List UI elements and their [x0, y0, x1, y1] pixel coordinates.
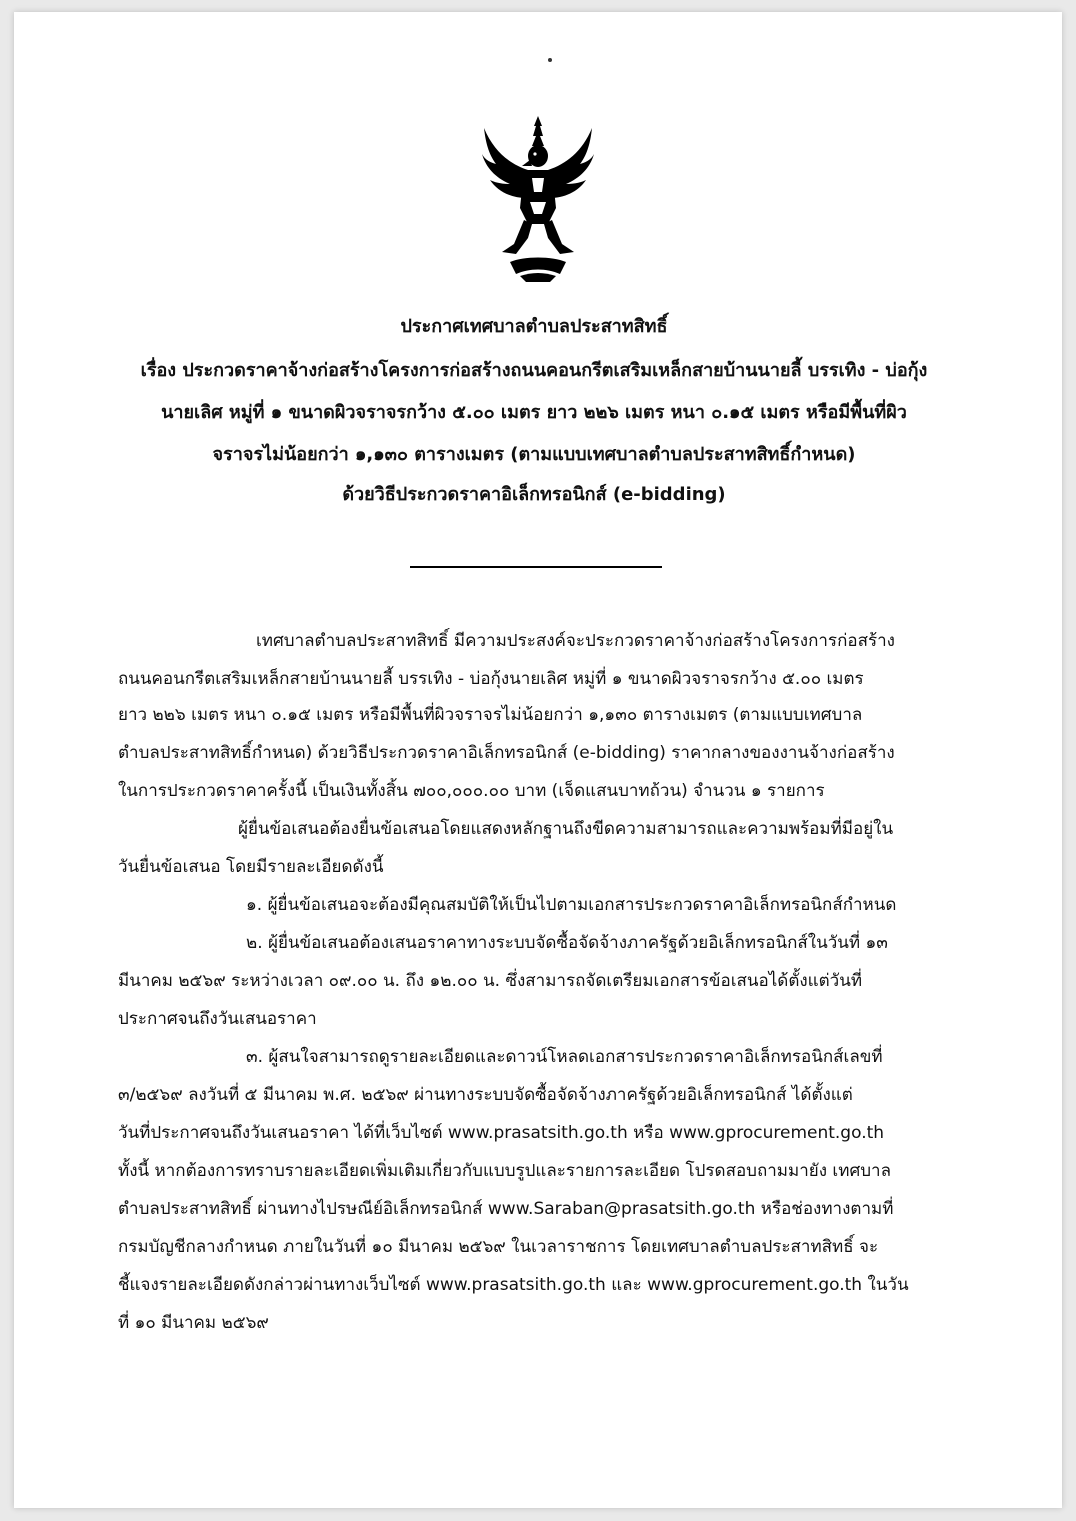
heading-title: ประกาศเทศบาลตำบลประสาทสิทธิ์ — [400, 316, 668, 337]
body-line: ที่ ๑๐ มีนาคม ๒๕๖๙ — [118, 1313, 269, 1333]
list-item-2: ๒. ผู้ยื่นข้อเสนอต้องเสนอราคาทางระบบจัดซื้อจัดจ้างภาครัฐด้วยอิเล็กทรอนิกส์ในวันที่ ๑๓ — [246, 933, 888, 953]
heading-subject-line-4: ด้วยวิธีประกวดราคาอิเล็กทรอนิกส์ (e-bidding) — [342, 484, 726, 505]
body-line: ยาว ๒๒๖ เมตร หนา ๐.๑๕ เมตร หรือมีพื้นที่ผิวจราจรไม่น้อยกว่า ๑,๑๓๐ ตารางเมตร (ตามแบบเทศบาล — [118, 705, 863, 725]
body-line: ตำบลประสาทสิทธิ์ ผ่านทางไปรษณีย์อิเล็กทรอนิกส์ www.Saraban@prasatsith.go.th หรือช่องทางตามที่ — [118, 1199, 894, 1219]
body-line: มีนาคม ๒๕๖๙ ระหว่างเวลา ๐๙.๐๐ น. ถึง ๑๒.๐๐ น. ซึ่งสามารถจัดเตรียมเอกสารข้อเสนอได้ตั้งแต่วันที่ — [118, 971, 863, 991]
page-mark — [548, 58, 552, 62]
body-line: ในการประกวดราคาครั้งนี้ เป็นเงินทั้งสิ้น ๗๐๐,๐๐๐.๐๐ บาท (เจ็ดแสนบาทถ้วน) จำนวน ๑ รายการ — [118, 781, 825, 801]
body-line: ผู้ยื่นข้อเสนอต้องยื่นข้อเสนอโดยแสดงหลักฐานถึงขีดความสามารถและความพร้อมที่มีอยู่ใน — [238, 819, 894, 839]
list-item-1: ๑. ผู้ยื่นข้อเสนอจะต้องมีคุณสมบัติให้เป็นไปตามเอกสารประกวดราคาอิเล็กทรอนิกส์กำหนด — [246, 895, 897, 915]
garuda-emblem-icon — [480, 112, 596, 284]
heading-subject-line-2: นายเลิศ หมู่ที่ ๑ ขนาดผิวจราจรกว้าง ๕.๐๐ เมตร ยาว ๒๒๖ เมตร หนา ๐.๑๕ เมตร หรือมีพื้นที่ผิว — [161, 402, 907, 423]
body-line: ชี้แจงรายละเอียดดังกล่าวผ่านทางเว็บไซต์ www.prasatsith.go.th และ www.gprocurement.go.th ในวัน — [118, 1275, 909, 1295]
body-line: ประกาศจนถึงวันเสนอราคา — [118, 1009, 317, 1029]
list-item-3: ๓. ผู้สนใจสามารถดูรายละเอียดและดาวน์โหลดเอกสารประกวดราคาอิเล็กทรอนิกส์เลขที่ — [246, 1047, 883, 1067]
heading-subject-line-1: เรื่อง ประกวดราคาจ้างก่อสร้างโครงการก่อสร้างถนนคอนกรีตเสริมเหล็กสายบ้านนายลี้ บรรเทิง - บ่อกุ้ง — [140, 360, 928, 381]
body-line: กรมบัญชีกลางกำหนด ภายในวันที่ ๑๐ มีนาคม ๒๕๖๙ ในเวลาราชการ โดยเทศบาลตำบลประสาทสิทธิ์ จะ — [118, 1237, 879, 1257]
heading-subject-line-3: จราจรไม่น้อยกว่า ๑,๑๓๐ ตารางเมตร (ตามแบบเทศบาลตำบลประสาทสิทธิ์กำหนด) — [212, 444, 856, 465]
body-line: ๓/๒๕๖๙ ลงวันที่ ๕ มีนาคม พ.ศ. ๒๕๖๙ ผ่านทางระบบจัดซื้อจัดจ้างภาครัฐด้วยอิเล็กทรอนิกส์ ได้ตั้งแต่ — [118, 1085, 853, 1105]
body-line: ทั้งนี้ หากต้องการทราบรายละเอียดเพิ่มเติมเกี่ยวกับแบบรูปและรายการละเอียด โปรดสอบถามมายัง เทศบาล — [118, 1161, 891, 1181]
body-line: วันยื่นข้อเสนอ โดยมีรายละเอียดดังนี้ — [118, 857, 384, 877]
body-line: วันที่ประกาศจนถึงวันเสนอราคา ได้ที่เว็บไซต์ www.prasatsith.go.th หรือ www.gprocurement.go.th — [118, 1123, 885, 1143]
body-line: ตำบลประสาทสิทธิ์กำหนด) ด้วยวิธีประกวดราคาอิเล็กทรอนิกส์ (e-bidding) ราคากลางของงานจ้างก่อสร้าง — [118, 743, 895, 763]
document-page — [14, 12, 1062, 1508]
body-line: ถนนคอนกรีตเสริมเหล็กสายบ้านนายลี้ บรรเทิง - บ่อกุ้งนายเลิศ หมู่ที่ ๑ ขนาดผิวจราจรกว้าง ๕.๐๐ เมตร — [118, 669, 864, 689]
body-line: เทศบาลตำบลประสาทสิทธิ์ มีความประสงค์จะประกวดราคาจ้างก่อสร้างโครงการก่อสร้าง — [256, 631, 895, 651]
heading-divider — [410, 566, 662, 568]
